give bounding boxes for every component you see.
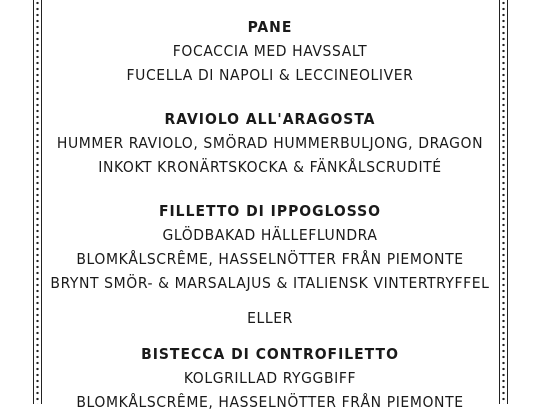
menu-item: FUCELLA DI NAPOLI & LECCINEOLIVER [126,66,414,84]
menu-item: BRYNT SMÖR- & MARSALAJUS & ITALIENSK VINTERTRYFFEL [50,274,490,292]
menu-section-pane [50,15,490,87]
section-heading: PANE [247,18,293,36]
border-dots [502,0,505,404]
separator-or: ELLER [247,309,293,327]
right-decorative-border [499,0,508,404]
border-line [41,0,42,404]
menu-item: BLOMKÅLSCRÊME, HASSELNÖTTER FRÅN PIEMONTE [76,393,464,411]
left-decorative-border [33,0,42,404]
menu-item: GLÖDBAKAD HÄLLEFLUNDRA [162,226,378,244]
menu-item: FOCACCIA MED HAVSSALT [172,42,368,60]
border-line [33,0,34,404]
menu-item: HUMMER RAVIOLO, SMÖRAD HUMMERBULJONG, DRAGON [56,134,484,152]
border-line [499,0,500,404]
menu-item: KOLGRILLAD RYGGBIFF [183,369,357,387]
section-heading: BISTECCA DI CONTROFILETTO [141,345,399,363]
border-line [507,0,508,404]
menu-section-raviolo [50,107,490,179]
menu-item: INKOKT KRONÄRTSKOCKA & FÄNKÅLSCRUDITÉ [98,158,442,176]
border-dots [36,0,39,404]
menu-section-bistecca [50,342,490,414]
section-heading: RAVIOLO ALL'ARAGOSTA [164,110,376,128]
section-heading: FILLETTO DI IPPOGLOSSO [158,202,382,220]
menu-item: BLOMKÅLSCRÊME, HASSELNÖTTER FRÅN PIEMONTE [76,250,464,268]
menu-section-filletto [50,199,490,295]
